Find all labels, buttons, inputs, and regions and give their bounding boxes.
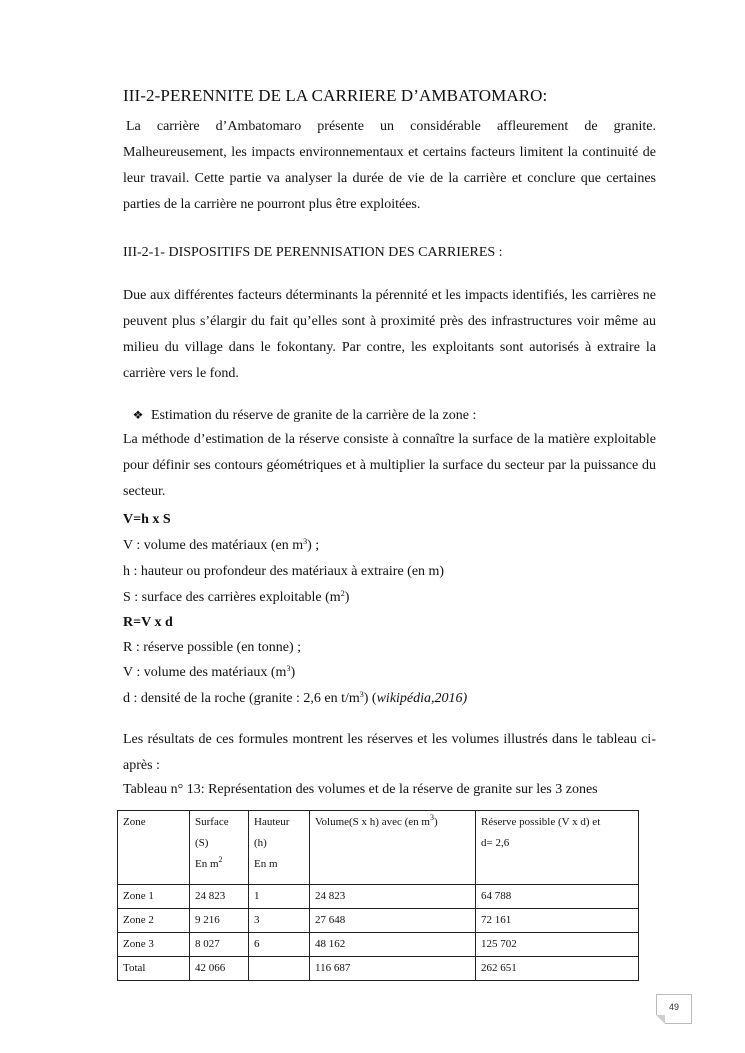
header-surface-unit: En m	[195, 858, 219, 870]
definition-v2-end: )	[290, 665, 296, 680]
definition-v-sup: 3	[303, 537, 308, 546]
definition-h: h : hauteur ou profondeur des matériaux à extraire (en m)	[123, 564, 445, 579]
cell-zone: Zone 1	[118, 885, 190, 909]
cell-surface: 9 216	[190, 909, 249, 933]
header-hauteur	[249, 811, 310, 885]
header-volume-end: )	[433, 816, 438, 828]
definition-r: R : réserve possible (en tonne) ;	[123, 640, 302, 655]
header-hauteur-l2: (h)	[254, 837, 267, 849]
cell-volume: 27 648	[310, 909, 476, 933]
cell-surface: 42 066	[190, 957, 249, 981]
header-surface-sup: 2	[218, 855, 223, 864]
definition-v2-sup: 3	[286, 664, 291, 673]
cell-volume: 48 162	[310, 933, 476, 957]
definition-d-mid: ) (	[363, 691, 377, 706]
header-surface-l2: (S)	[195, 837, 209, 849]
method-paragraph: La méthode d’estimation de la réserve consiste à connaître la surface de la matière exploitable pour définir ses contours géométriques et à multiplier la surface du secteur par la puissance du secteur.	[123, 432, 656, 499]
cell-hauteur: 1	[249, 885, 310, 909]
header-volume-text: Volume(S x h) avec (en m	[315, 816, 430, 828]
definition-d-source: wikipédia,2016)	[376, 691, 468, 706]
cell-reserve: 125 702	[476, 933, 639, 957]
cell-surface: 24 823	[190, 885, 249, 909]
header-hauteur-l3: En m	[254, 858, 278, 870]
definition-s-sup: 2	[340, 589, 345, 598]
bullet-title: Estimation du réserve de granite de la carrière de la zone :	[151, 408, 477, 423]
cell-hauteur: 3	[249, 909, 310, 933]
table-row	[118, 933, 639, 957]
diamond-bullet-icon: ❖	[132, 408, 144, 422]
definition-v	[123, 535, 319, 557]
cell-zone: Zone 2	[118, 909, 190, 933]
cell-volume: 24 823	[310, 885, 476, 909]
header-volume-sup: 3	[429, 813, 434, 822]
page-curl-icon	[656, 1015, 665, 1024]
formula-reserve: R=V x d	[123, 615, 173, 630]
definition-v-2	[123, 662, 295, 684]
definition-v-end: ) ;	[307, 538, 320, 553]
cell-volume: 116 687	[310, 957, 476, 981]
cell-reserve: 64 788	[476, 885, 639, 909]
header-surface-l1: Surface	[195, 816, 229, 828]
definition-s	[123, 587, 349, 609]
definition-v-text: V : volume des matériaux (en m	[123, 538, 304, 553]
table-header-row	[118, 811, 639, 885]
header-zone: Zone	[118, 811, 190, 885]
header-reserve	[476, 811, 639, 885]
cell-hauteur	[249, 957, 310, 981]
cell-reserve: 262 651	[476, 957, 639, 981]
header-reserve-l2: d= 2,6	[481, 837, 510, 849]
cell-surface: 8 027	[190, 933, 249, 957]
page-number-box	[656, 994, 692, 1024]
table-row	[118, 909, 639, 933]
perennisation-paragraph: Due aux différentes facteurs déterminants la pérennité et les impacts identifiés, les carrières ne peuvent plus s’élargir du fait qu’elles sont à proximité près des infrastructures voir même au milieu du village dans le fokontany. Par contre, les exploitants sont autorisés à extraire la carrière vers le fond.	[123, 288, 656, 381]
cell-zone: Zone 3	[118, 933, 190, 957]
page-number: 49	[668, 1002, 679, 1012]
definition-d	[123, 688, 467, 710]
section-title: III-2-PERENNITE DE LA CARRIERE D’AMBATOMARO:	[123, 86, 548, 105]
table-caption: Tableau n° 13: Représentation des volumes et de la réserve de granite sur les 3 zones	[123, 782, 598, 797]
definition-v2-text: V : volume des matériaux (m	[123, 665, 287, 680]
header-volume	[310, 811, 476, 885]
formula-volume: V=h x S	[123, 512, 171, 527]
header-surface-l3	[195, 854, 243, 875]
reserve-table	[117, 810, 639, 981]
header-reserve-l1: Réserve possible (V x d) et	[481, 816, 601, 828]
intro-paragraph: La carrière d’Ambatomaro présente un considérable affleurement de granite. Malheureusement, les impacts environnementaux et certains facteurs limitent la continuité de leur travail. Cette partie va analyser la durée de vie de la carrière et conclure que certaines parties de la carrière ne pourront plus être exploitées.	[123, 119, 656, 212]
table-row	[118, 885, 639, 909]
cell-reserve: 72 161	[476, 909, 639, 933]
header-hauteur-l1: Hauteur	[254, 816, 290, 828]
definition-s-end: )	[344, 590, 350, 605]
definition-d-text: d : densité de la roche (granite : 2,6 en t/m	[123, 691, 360, 706]
bullet-heading	[131, 404, 476, 427]
definition-s-text: S : surface des carrières exploitable (m	[123, 590, 341, 605]
subsection-title: III-2-1- DISPOSITIFS DE PERENNISATION DES CARRIERES :	[123, 245, 503, 260]
header-surface	[190, 811, 249, 885]
definition-d-sup: 3	[359, 690, 364, 699]
cell-zone: Total	[118, 957, 190, 981]
results-paragraph: Les résultats de ces formules montrent les réserves et les volumes illustrés dans le tableau ci-après :	[123, 732, 656, 773]
table-row-total	[118, 957, 639, 981]
cell-hauteur: 6	[249, 933, 310, 957]
